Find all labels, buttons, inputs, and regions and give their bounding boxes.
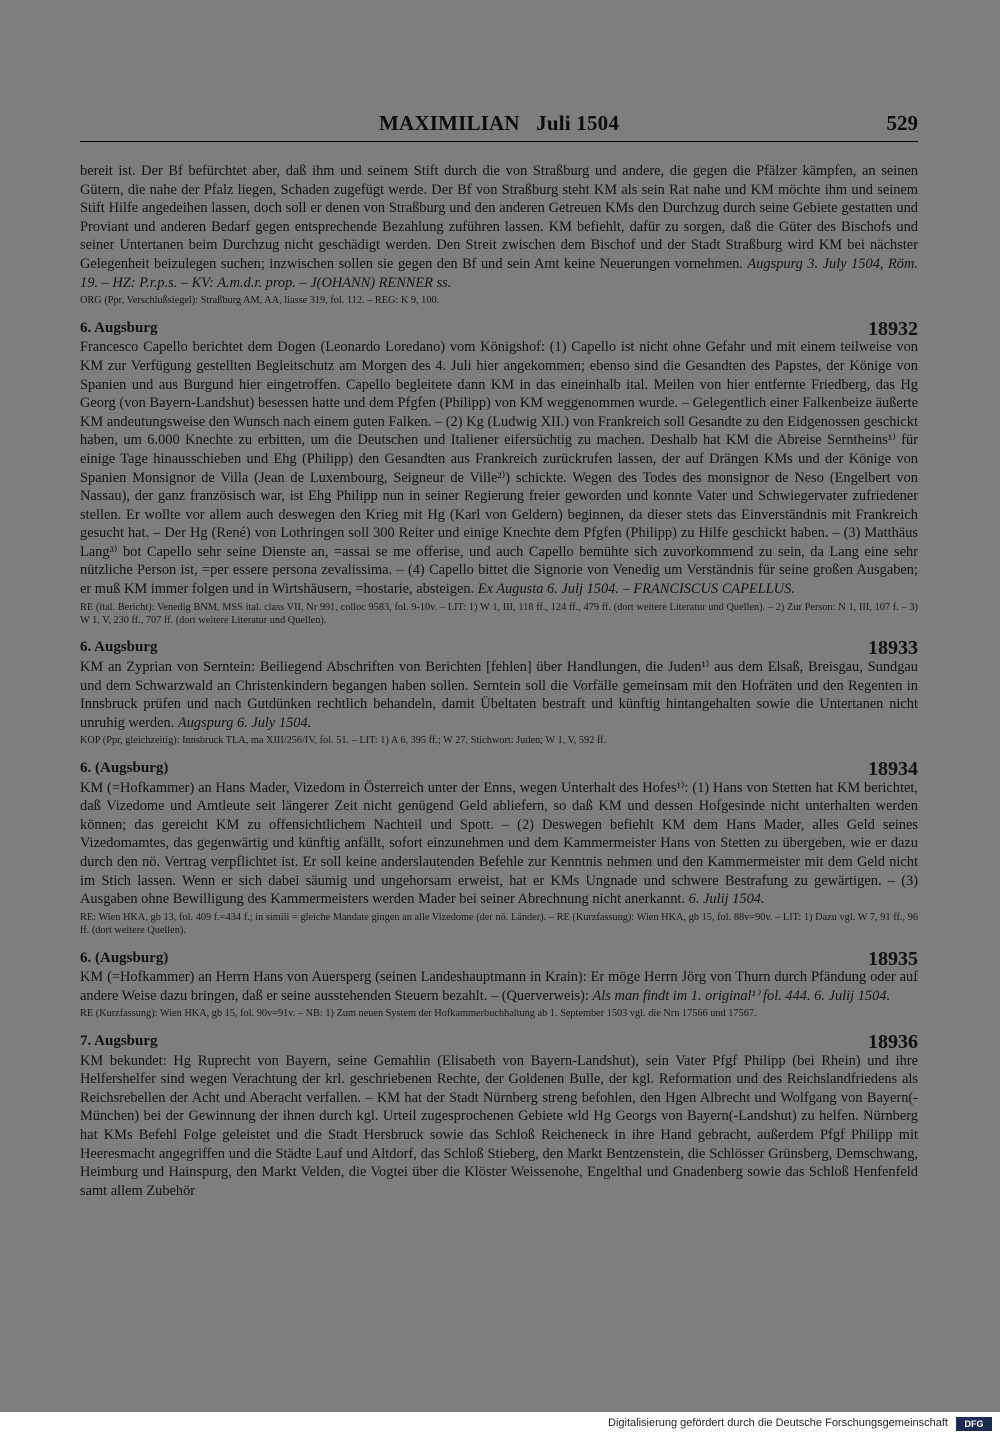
entry-place-date: 6. (Augsburg) <box>80 949 169 966</box>
regest-entry-18934 <box>80 757 918 938</box>
dfg-logo: DFG <box>956 1417 992 1431</box>
entry-text: Francesco Capello berichtet dem Dogen (Leonardo Loredano) vom Königshof: (1) Capello ist nicht ohne Gefahr und mit einem teilweise von KM zur Verfügung gestellten Begleitschutz am Morgen des 4. Juli hier angekommen; ebenso sind die Gesandten des Papstes, der Könige von Spanien und aus Burgund hier eingetroffen. Capello begleitete dann KM in das eineinhalb ital. Meilen von hier entfernte Friedberg, das Hg Georg (von Bayern-Landshut) besessen hatte und dem Pfgfen (Philipp) von KM weggenommen wurde. – Gelegentlich einer Falkenbeize äußerte KM andeutungsweise den Wunsch nach einem guten Falken. – (2) Kg (Ludwig XII.) von Frankreich soll Gesandte zu den Eidgenossen geschickt haben, um 6.000 Knechte zu erbitten, um die Deutschen und Italiener eifersüchtig zu machen. Deshalb hat KM die Abreise Serntheins¹⁾ für einige Tage hinausschieben und Ehg (Philipp) den Gesandten aus Frankreich zurückrufen lassen, der auf Drängen KMs und der Könige von Spanien Monsignor de Villa (Jean de Luxembourg, Seigneur de Ville²⁾) schickte. Wegen des Todes des monsignor de Neso (Engelbert von Nassau), der ganz französisch war, ist Ehg Philipp nun in seiner Regierung freier geworden und konnte Vater und Schwiegervater zufriedener stellen. Er wollte vor allem auch deswegen den Krieg mit Hg (Karl von Geldern) beginnen, da dieser stets das Einverständnis mit Frankreich gesucht hat. – Der Hg (René) von Lothringen soll 300 Reiter und einige Knechte dem Pfgfen (Philipp) zu Hilfe geschickt haben. – (3) Matthäus Lang³⁾ bot Capello sehr seine Dienste an, =assai se me offerise, und auch Capello bemühte sich zuvorkommend zu sein, da Lang eine sehr nützliche Person ist, =per essere persona zevalissima. – (4) Capello bittet die Signorie von Venedig um Verständnis für seine großen Ausgaben; er muß KM immer folgen und in Wirtshäusern, =hostarie, absteigen. <box>80 339 918 598</box>
page-content <box>80 162 918 1200</box>
entry-note: KOP (Ppr, gleichzeitig): Innsbruck TLA, ma XIII/256/IV, fol. 51. – LIT: 1) A 6, 395 ff.; W 27, Stichwort: Juden; W 1, V, 592 ff. <box>80 735 607 747</box>
entry-heading <box>80 946 918 968</box>
continuation-entry <box>80 162 918 307</box>
entry-place-date: 7. Augsburg <box>80 1033 158 1050</box>
entry-note: RE: Wien HKA, gb 13, fol. 409 f.=434 f.; in simili = gleiche Mandate gingen an alle Vizedome (der nö. Länder). – RE (Kurzfassung): Wien HKA, gb 15, fol. 88v=90v. – LIT: 1) Dazu vgl. W 7, 91 ff., 96 ff. (dort weitere Quellen). <box>80 911 918 937</box>
entry-number: 18933 <box>868 637 918 660</box>
entry-text: KM bekundet: Hg Ruprecht von Bayern, seine Gemahlin (Elisabeth von Bayern-Landshut), sein Vater Pfgf Philipp (bei Rhein) und ihre Helfershelfer sind wegen Verachtung der krl. geschriebenen Rechte, der Goldenen Bulle, der kgl. Reformation und des Reichslandfriedens als Reichsrebellen der Acht und Aberacht verfallen. – KM hat der Stadt Nürnberg streng befohlen, den Hgen Albrecht und Wolfgang von Bayern(-München) bei der Gewinnung der ihnen durch kgl. Urteil zugesprochenen Gebiete wld Hg Georgs von Bayern(-Landshut) zu helfen. Nürnberg hat KMs Befehl Folge geleistet und die Stadt Hersbruck sowie das Schloß Reicheneck in ihre Hand gebracht, außerdem Pfgf Philipp mit Heeresmacht angegriffen und die Städte Lauf und Altdorf, das Schloß Stieberg, den Markt Bentzenstein, die Schlösser Grünsberg, Demschwang, Heimburg und Hainspurg, den Markt Velden, die Vogtei über die Klöster Weissenohe, Engelthal und Gnadenberg sowie das Schloß Henfenfeld samt allem Zubehör <box>80 1052 918 1199</box>
running-title-name: MAXIMILIAN <box>378 111 520 135</box>
entry-body <box>80 162 918 292</box>
entry-text: KM an Zyprian von Serntein: Beiliegend Abschriften von Berichten [fehlen] über Handlungen, die Juden¹⁾ aus dem Elsaß, Breisgau, Sundgau und dem Schwarzwald an Christenkindern begangen haben sollen. Serntein soll die Vorfälle gemeinsam mit den Hofräten und den Regenten in Innsbruck prüfen und nach Gutdünken rechtlich behandeln, damit Übeltaten bestraft und künftig hintangehalten sowie die Untertanen nicht unruhig werden. <box>80 659 918 731</box>
entry-body <box>80 338 918 598</box>
entry-heading <box>80 636 918 658</box>
entry-body <box>80 658 918 732</box>
funding-credit: Digitalisierung gefördert durch die Deutsche Forschungsgemeinschaft <box>608 1417 948 1429</box>
entry-note: RE (Kurzfassung): Wien HKA, gb 15, fol. 90v=91v. – NB: 1) Zum neuen System der Hofkammerbuchhaltung ab 1. September 1503 vgl. die Nrn 17566 und 17567. <box>80 1008 757 1020</box>
entry-closing: Ex Augusta 6. Julj 1504. – FRANCISCUS CAPELLUS. <box>477 581 795 598</box>
page-number: 529 <box>886 111 918 135</box>
entry-place-date: 6. Augsburg <box>80 319 158 336</box>
regest-entry-18935 <box>80 946 918 1020</box>
entry-text: KM (=Hofkammer) an Hans Mader, Vizedom in Österreich unter der Enns, wegen Unterhalt des Hofes¹⁾: (1) Hans von Stetten hat KM berichtet, daß Vizedome und Amtleute seit längerer Zeit nicht genügend Geld abliefern, so daß KM und dessen Hofgesinde nicht unterhalten werden können; das gereicht KM zu offensichtlichem Nachteil und Spott. – (2) Deswegen befiehlt KM dem Hans Mader, alles Geld seines Vizedomamtes, das gegenwärtig und künftig anfällt, sofort einzunehmen und dem Kammermeister Hans von Stetten zu übergeben, wie er dazu durch den nö. Vertrag verpflichtet ist. Er soll keine anderslautenden Befehle zur Kenntnis nehmen und den Kammermeister mit dem Geld nicht im Stich lassen. Wenn er sich dabei säumig und ungehorsam erweist, hat er KMs Ungnade und schwere Bestrafung zu gewärtigen. – (3) Ausgaben ohne Bewilligung des Kammermeisters werden Mader bei seiner Abrechnung nicht anerkannt. <box>80 779 918 908</box>
entry-place-date: 6. (Augsburg) <box>80 760 169 777</box>
entry-body <box>80 1052 918 1201</box>
entry-place-date: 6. Augsburg <box>80 639 158 656</box>
running-title-date: Juli 1504 <box>536 111 620 135</box>
entry-number: 18934 <box>868 758 918 781</box>
entry-closing: 6. Julij 1504. <box>688 891 765 908</box>
running-title <box>80 111 918 136</box>
entry-body <box>80 779 918 909</box>
regest-entry-18932 <box>80 316 918 627</box>
entry-body <box>80 968 918 1005</box>
entry-heading <box>80 757 918 779</box>
entry-closing: Augspurg 6. July 1504. <box>177 714 312 731</box>
regest-entry-18933 <box>80 636 918 748</box>
entry-closing: Als man findt im 1. original¹⁾ fol. 444. 6. Julij 1504. <box>592 987 891 1004</box>
entry-number: 18935 <box>868 947 918 970</box>
entry-note: RE (ital. Bericht): Venedig BNM, MSS ital. class VII, Nr 991, colloc 9583, fol. 9-10v. – LIT: 1) W 1, III, 118 ff., 124 ff., 479 ff. (dort weitere Literatur und Quellen). – 2) Zur Person: N 1, III, 107 f. – 3) W 1, V, 230 ff., 707 ff. (dort weitere Literatur und Quellen). <box>80 601 918 626</box>
entry-heading <box>80 1030 918 1052</box>
entry-heading <box>80 316 918 338</box>
running-header <box>80 111 918 142</box>
entry-text: KM (=Hofkammer) an Herrn Hans von Auersperg (seinen Landeshauptmann in Krain): Er möge Herrn Jörg von Thurn durch Pfändung oder auf andere Weise dazu bringen, daß er seine ausstehenden Steuern bezahlt. – (Querverweis): <box>80 969 918 1004</box>
digitization-footer <box>0 1414 1000 1434</box>
entry-closing: Augspurg 3. July 1504, Röm. 19. – HZ: P.r.p.s. – KV: A.m.d.r. prop. – J(OHANN) RENNER ss. <box>80 255 918 291</box>
entry-text: bereit ist. Der Bf befürchtet aber, daß ihm und seinem Stift durch die von Straßburg und andere, die gegen die Pfälzer kämpfen, an seinen Gütern, die nahe der Pfalz liegen, Schaden zugefügt werde. Der Bf von Straßburg steht KM als sein Rat nahe und KM möchte ihm und seinem Stift Hilfe angedeihen lassen, doch soll er denen von Straßburg und den anderen Getreuen KMs den Durchzug durch seine Gebiete gestatten und Proviant und anderen Bedarf gegen entsprechende Bezahlung zuführen lassen. KM befiehlt, dafür zu sorgen, daß die Güter des Bischofs und seiner Untertanen beim Durchzug nicht geschädigt werden. Den Streit zwischen dem Bischof und der Stadt Straßburg wird KM bei nächster Gelegenheit beizulegen suchen; inzwischen sollen sie gegen den Bf und sein Amt keine Neuerungen vornehmen. <box>80 163 918 272</box>
entry-number: 18936 <box>868 1031 918 1054</box>
entry-note: ORG (Ppr, Verschlußsiegel): Straßburg AM, AA, liasse 319, fol. 112. – REG: K 9, 100. <box>80 295 440 307</box>
regest-entry-18936 <box>80 1030 918 1201</box>
entry-number: 18932 <box>868 317 918 340</box>
